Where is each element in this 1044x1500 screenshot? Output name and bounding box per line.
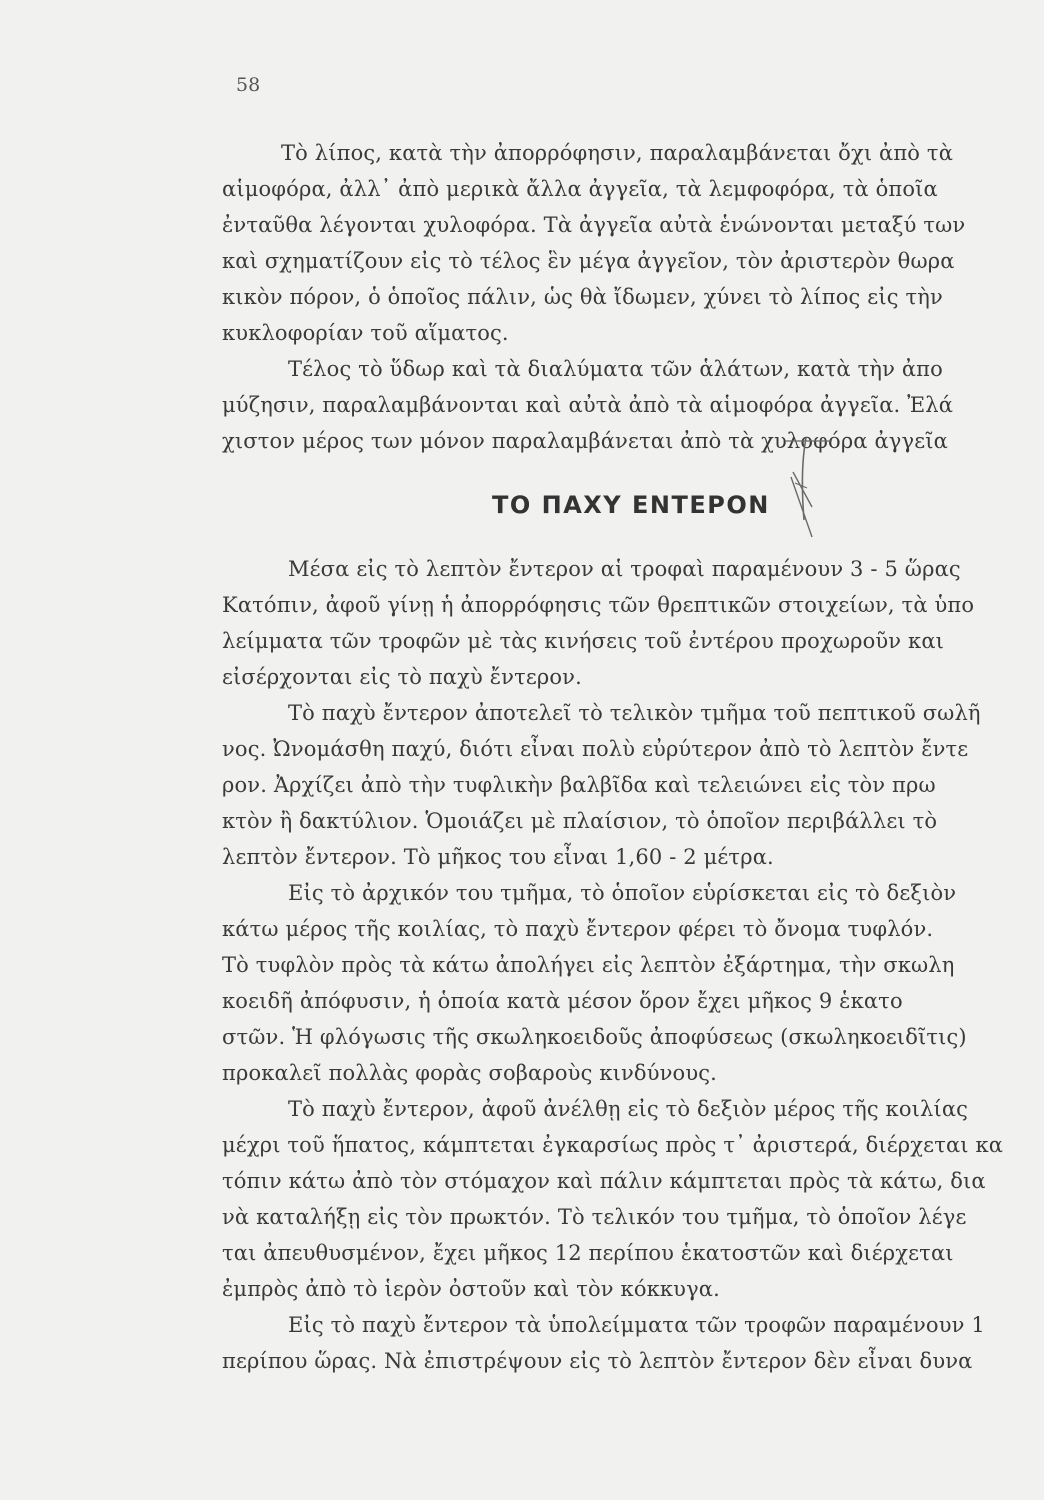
text-line: νὰ καταλήξῃ εἰς τὸν πρωκτόν. Τὸ τελικόν του τμῆμα, τὸ ὁποῖον λέγε	[222, 1205, 967, 1229]
text-line: Εἰς τὸ παχὺ ἔντερον τὰ ὑπολείμματα τῶν τροφῶν παραμένουν 1	[288, 1313, 985, 1337]
text-line: καὶ σχηματίζουν εἰς τὸ τέλος ἓν μέγα ἀγγεῖον, τὸν ἀριστερὸν θωρα	[222, 249, 955, 273]
text-line: Εἰς τὸ ἀρχικόν του τμῆμα, τὸ ὁποῖον εὑρίσκεται εἰς τὸ δεξιὸν	[288, 881, 957, 905]
text-line: ἐνταῦθα λέγονται χυλοφόρα. Τὰ ἀγγεῖα αὐτὰ ἑνώνονται μεταξύ των	[222, 213, 966, 237]
section-heading: ΤΟ ΠΑΧΥ ΕΝΤΕΡΟΝ	[492, 491, 770, 519]
text-line: κυκλοφορίαν τοῦ αἵματος.	[222, 321, 509, 345]
text-line: εἰσέρχονται εἰς τὸ παχὺ ἔντερον.	[222, 665, 582, 689]
text-line: ται ἀπευθυσμένον, ἔχει μῆκος 12 περίπου ἑκατοστῶν καὶ διέρχεται	[222, 1241, 954, 1265]
text-line: κτὸν ἢ δακτύλιον. Ὁμοιάζει μὲ πλαίσιον, τὸ ὁποῖον περιβάλλει τὸ	[222, 809, 938, 833]
text-line: κάτω μέρος τῆς κοιλίας, τὸ παχὺ ἔντερον φέρει τὸ ὄνομα τυφλόν.	[222, 917, 934, 941]
text-line: ρον. Ἀρχίζει ἀπὸ τὴν τυφλικὴν βαλβῖδα καὶ τελειώνει εἰς τὸν πρω	[222, 773, 936, 797]
text-line: μύζησιν, παραλαμβάνονται καὶ αὐτὰ ἀπὸ τὰ αἱμοφόρα ἀγγεῖα. Ἐλά	[222, 393, 954, 417]
text-line: Τὸ λίπος, κατὰ τὴν ἀπορρόφησιν, παραλαμβάνεται ὄχι ἀπὸ τὰ	[281, 141, 954, 165]
text-line: στῶν. Ἡ φλόγωσις τῆς σκωληκοειδοῦς ἀποφύσεως (σκωληκοειδῖτις)	[222, 1025, 967, 1049]
text-line: λείμματα τῶν τροφῶν μὲ τὰς κινήσεις τοῦ ἐντέρου προχωροῦν και	[222, 629, 945, 653]
text-line: Μέσα εἰς τὸ λεπτὸν ἔντερον αἱ τροφαὶ παραμένουν 3 - 5 ὥρας	[288, 557, 961, 581]
page-number: 58	[236, 74, 261, 96]
text-line: χιστον μέρος των μόνον παραλαμβάνεται ἀπὸ τὰ χυλοφόρα ἀγγεῖα	[222, 429, 948, 453]
text-line: περίπου ὥρας. Νὰ ἐπιστρέψουν εἰς τὸ λεπτὸν ἔντερον δὲν εἶναι δυνα	[222, 1349, 973, 1373]
text-line: τόπιν κάτω ἀπὸ τὸν στόμαχον καὶ πάλιν κάμπτεται πρὸς τὰ κάτω, δια	[222, 1169, 986, 1193]
text-line: μέχρι τοῦ ἥπατος, κάμπτεται ἐγκαρσίως πρὸς τ᾿ ἀριστερά, διέρχεται κα	[222, 1133, 1004, 1157]
text-line: ἐμπρὸς ἀπὸ τὸ ἱερὸν ὀστοῦν καὶ τὸν κόκκυγα.	[222, 1277, 720, 1301]
text-line: αἱμοφόρα, ἀλλ᾿ ἀπὸ μερικὰ ἄλλα ἀγγεῖα, τὰ λεμφοφόρα, τὰ ὁποῖα	[222, 177, 938, 201]
text-line: κοειδῆ ἀπόφυσιν, ἡ ὁποία κατὰ μέσον ὅρον ἔχει μῆκος 9 ἑκατο	[222, 989, 903, 1013]
text-line: κικὸν πόρον, ὁ ὁποῖος πάλιν, ὡς θὰ ἴδωμεν, χύνει τὸ λίπος εἰς τὴν	[222, 285, 943, 309]
text-line: Τὸ παχὺ ἔντερον ἀποτελεῖ τὸ τελικὸν τμῆμα τοῦ πεπτικοῦ σωλῆ	[288, 701, 981, 725]
text-line: λεπτὸν ἔντερον. Τὸ μῆκος του εἶναι 1,60 - 2 μέτρα.	[222, 845, 774, 869]
text-line: νος. Ὠνομάσθη παχύ, διότι εἶναι πολὺ εὐρύτερον ἀπὸ τὸ λεπτὸν ἔντε	[222, 737, 969, 761]
text-line: Κατόπιν, ἀφοῦ γίνῃ ἡ ἀπορρόφησις τῶν θρεπτικῶν στοιχείων, τὰ ὑπο	[222, 593, 975, 617]
text-line: Τέλος τὸ ὕδωρ καὶ τὰ διαλύματα τῶν ἁλάτων, κατὰ τὴν ἀπο	[288, 357, 943, 381]
text-line: Τὸ παχὺ ἔντερον, ἀφοῦ ἀνέλθῃ εἰς τὸ δεξιὸν μέρος τῆς κοιλίας	[288, 1097, 969, 1121]
text-line: προκαλεῖ πολλὰς φορὰς σοβαροὺς κινδύνους.	[222, 1061, 717, 1085]
text-line: Τὸ τυφλὸν πρὸς τὰ κάτω ἀπολήγει εἰς λεπτὸν ἐξάρτημα, τὴν σκωλη	[222, 953, 955, 977]
